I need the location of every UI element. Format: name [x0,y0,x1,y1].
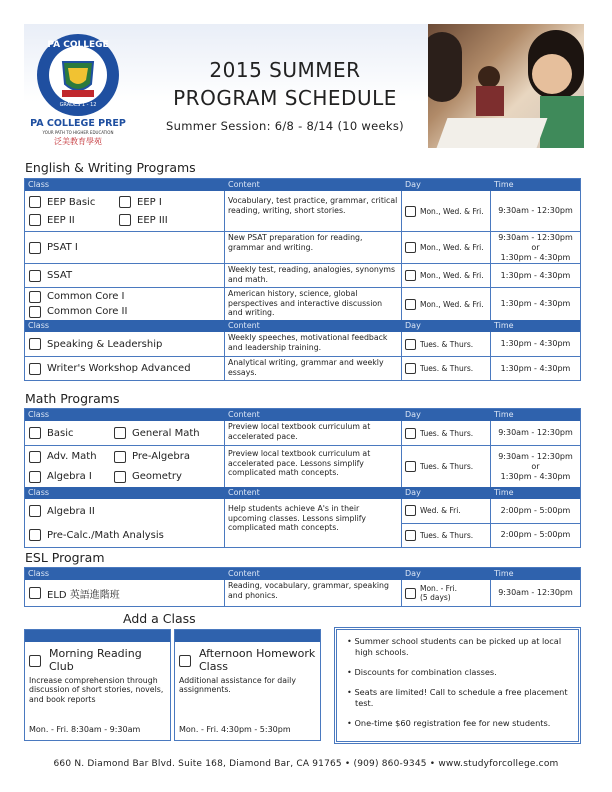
table-row [25,263,580,287]
col-day: Day [405,410,421,419]
math-table [24,408,581,548]
col-content: Content [228,488,260,497]
checkbox-eld[interactable]: ELD 英語進階班 [29,584,120,602]
afternoon-desc: Additional assistance for daily assignments. [179,676,296,695]
content-cell: Reading, vocabulary, grammar, speaking and phonics. [225,580,402,606]
time-cell: 9:30am - 12:30pm or 1:30pm - 4:30pm [498,451,573,481]
time-cell: 1:30pm - 4:30pm [500,339,571,348]
col-content: Content [228,410,260,419]
afternoon-homework-card [174,629,321,741]
time-cell: 1:30pm - 4:30pm [500,299,571,308]
checkbox-speaking-leadership[interactable]: Speaking & Leadership [29,335,162,353]
table-row [25,445,580,487]
esl-heading: ESL Program [25,550,105,565]
col-time: Time [494,488,514,497]
checkbox-eep-3[interactable]: EEP III [119,211,207,229]
checkbox-afternoon-homework[interactable] [179,655,191,667]
day-checkbox[interactable] [405,299,416,310]
table-header [25,409,580,421]
time-cell: 9:30am - 12:30pm [498,588,573,597]
checkbox-geometry[interactable]: Geometry [114,467,202,487]
time-cell: 9:30am - 12:30pm [498,428,573,437]
table-row-group [25,499,580,547]
col-class: Class [28,321,50,330]
day-checkbox[interactable] [405,339,416,350]
checkbox-ssat[interactable]: SSAT [29,267,72,285]
checkbox-algebra-1[interactable]: Algebra I [29,467,114,487]
day-checkbox[interactable] [405,505,416,516]
col-day: Day [405,180,421,189]
afternoon-schedule: Mon. - Fri. 4:30pm - 5:30pm [179,725,291,734]
col-day: Day [405,569,421,578]
col-class: Class [28,488,50,497]
english-table [24,178,581,381]
table-row [25,332,580,356]
students-photo [428,24,584,148]
day-checkbox[interactable] [405,270,416,281]
time-cell: 9:30am - 12:30pm [498,206,573,215]
day-cell: Mon., Wed. & Fri. [402,264,491,287]
checkbox-eep-1[interactable]: EEP I [119,193,207,211]
col-time: Time [494,569,514,578]
morning-reading-card [24,629,171,741]
content-cell: New PSAT preparation for reading, grammar and writing. [225,232,402,263]
content-cell: Preview local textbook curriculum at accelerated pace. Lessons simplify complicated math concepts. [225,446,402,487]
time-cell: 1:30pm - 4:30pm [500,270,571,280]
logo-chinese: 泛美教育學苑 [54,137,102,146]
content-cell: Weekly test, reading, analogies, synonyms and math. [225,264,402,287]
time-cell: 1:30pm - 4:30pm [500,363,571,373]
day-cell: Tues. & Thurs. [402,446,491,487]
content-cell: American history, science, global perspectives and interactive discussion and writing. [225,288,402,320]
day-cell: Tues. & Thurs. [402,524,491,548]
add-class-heading: Add a Class [123,611,196,626]
col-content: Content [228,180,260,189]
content-cell: Vocabulary, test practice, grammar, critical reading, writing, short stories. [225,191,402,231]
col-class: Class [28,180,50,189]
checkbox-general-math[interactable]: General Math [114,424,202,442]
checkbox-common-core-1[interactable]: Common Core I [29,289,224,304]
logo-tagline: YOUR PATH TO HIGHER EDUCATION [42,130,114,135]
checkbox-eep-2[interactable]: EEP II [29,211,117,229]
afternoon-title: Afternoon Homework Class [199,647,316,673]
english-heading: English & Writing Programs [25,160,196,175]
page-title-line2: PROGRAM SCHEDULE [173,86,397,110]
col-time: Time [494,321,514,330]
day-checkbox[interactable] [405,428,416,439]
day-checkbox[interactable] [405,530,416,541]
note-item: • Summer school students can be picked up at local high schools. [347,636,562,657]
note-item: • Seats are limited! Call to schedule a free placement test. [347,687,568,708]
checkbox-common-core-2[interactable]: Common Core II [29,304,224,319]
col-time: Time [494,410,514,419]
day-checkbox[interactable] [405,588,416,599]
checkbox-writers-workshop[interactable]: Writer's Workshop Advanced [29,360,191,378]
content-cell: Analytical writing, grammar and weekly essays. [225,357,402,380]
day-cell: Tues. & Thurs. [402,332,491,356]
day-cell: Mon. - Fri. (5 days) [402,580,491,606]
table-row [25,191,580,231]
col-day: Day [405,488,421,497]
checkbox-pre-algebra[interactable]: Pre-Algebra [114,447,202,467]
table-row [25,421,580,445]
logo [30,32,126,147]
col-class: Class [28,569,50,578]
checkbox-psat-1[interactable]: PSAT I [29,239,78,257]
time-cell: 9:30am - 12:30pm or 1:30pm - 4:30pm [498,232,573,262]
morning-schedule: Mon. - Fri. 8:30am - 9:30am [29,725,141,734]
table-header [25,179,580,191]
morning-title: Morning Reading Club [49,647,142,673]
logo-grades: GRADES 1 - 12 [59,102,97,108]
table-row [25,356,580,380]
logo-ring-text: PA COLLEGE PREP [47,40,109,60]
table-header [25,320,580,332]
checkbox-pre-calc[interactable]: Pre-Calc./Math Analysis [29,526,224,544]
table-header [25,487,580,499]
table-row [25,580,580,606]
day-cell: Tues. & Thurs. [402,421,491,445]
logo-name: PA COLLEGE PREP [30,118,126,129]
day-checkbox[interactable] [405,242,416,253]
session-dates: Summer Session: 6/8 - 8/14 (10 weeks) [166,119,404,133]
math-heading: Math Programs [25,391,120,406]
note-item: • Discounts for combination classes. [347,667,497,677]
day-cell: Tues. & Thurs. [402,357,491,380]
time-cell: 2:00pm - 5:00pm [500,530,571,540]
content-cell: Weekly speeches, motivational feedback and leadership training. [225,332,402,356]
content-cell: Preview local textbook curriculum at accelerated pace. [225,421,402,445]
checkbox-algebra-2[interactable]: Algebra II [29,502,224,520]
checkbox-morning-reading[interactable] [29,655,41,667]
day-cell: Mon., Wed. & Fri. [402,191,491,231]
col-day: Day [405,321,421,330]
checkbox-basic[interactable]: Basic [29,424,114,442]
page-title-line1: 2015 SUMMER [209,58,361,82]
checkbox-adv-math[interactable]: Adv. Math [29,447,114,467]
note-item: • One-time $60 registration fee for new students. [347,718,551,728]
esl-table [24,567,581,607]
day-checkbox[interactable] [405,363,416,374]
table-row [25,231,580,263]
day-cell: Wed. & Fri. [402,499,491,524]
morning-desc: Increase comprehension through discussion of short stories, novels, and book reports [29,676,164,704]
table-row [25,287,580,320]
checkbox-eep-basic[interactable]: EEP Basic [29,193,117,211]
day-cell: Mon., Wed. & Fri. [402,232,491,263]
col-class: Class [28,410,50,419]
notes-box [334,627,581,744]
time-cell: 2:00pm - 5:00pm [491,499,580,524]
day-checkbox[interactable] [405,461,416,472]
col-time: Time [494,180,514,189]
footer-contact: 660 N. Diamond Bar Blvd. Suite 168, Diamond Bar, CA 91765 • (909) 860-9345 • www.studyforcollege.com [53,759,559,769]
col-content: Content [228,321,260,330]
day-checkbox[interactable] [405,206,416,217]
day-cell: Mon., Wed. & Fri. [402,288,491,320]
table-header [25,568,580,580]
col-content: Content [228,569,260,578]
content-cell: Help students achieve A's in their upcoming classes. Lessons simplify complicated math concepts. [225,499,402,547]
